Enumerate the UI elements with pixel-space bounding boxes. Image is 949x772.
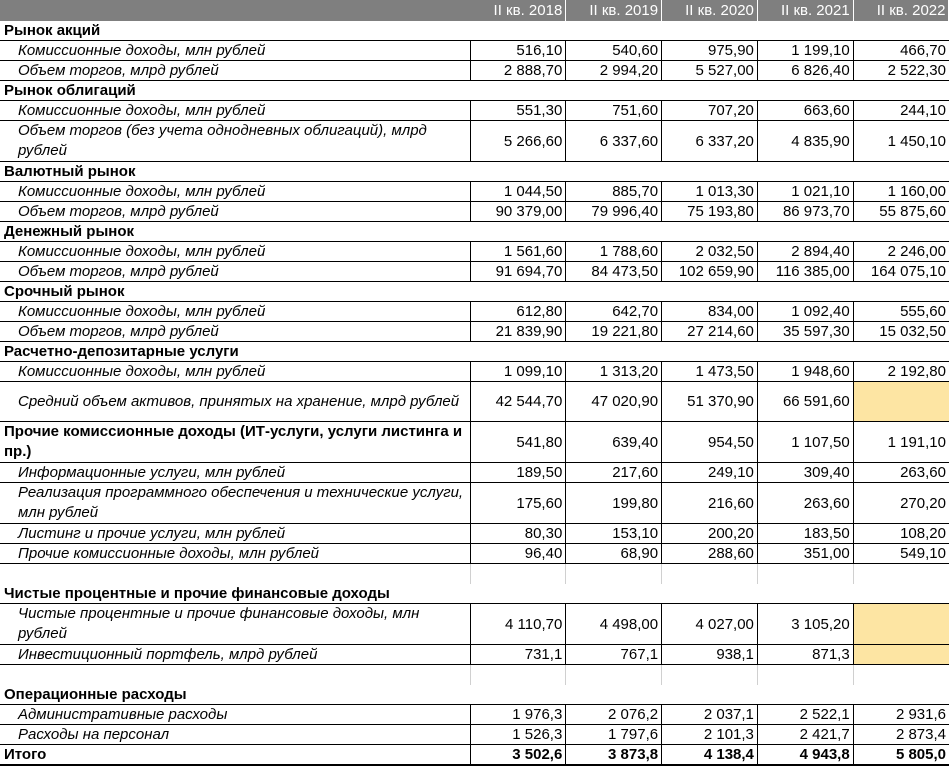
value-cell: 751,60 (566, 101, 662, 121)
section-row (0, 222, 949, 242)
table-row (0, 101, 949, 121)
value-cell: 84 473,50 (566, 262, 662, 282)
value-cell: 1 092,40 (757, 302, 853, 322)
row-label: Комиссионные доходы, млн рублей (0, 41, 470, 61)
section-row (0, 685, 949, 705)
value-cell: 3 502,6 (470, 745, 566, 766)
table-row (0, 302, 949, 322)
value-cell: 309,40 (757, 463, 853, 483)
row-label: Комиссионные доходы, млн рублей (0, 101, 470, 121)
section-title: Расчетно-депозитарные услуги (0, 342, 949, 362)
section-row (0, 342, 949, 362)
value-cell: 4 835,90 (757, 121, 853, 162)
value-cell: 5 805,0 (853, 745, 949, 766)
row-label: Комиссионные доходы, млн рублей (0, 362, 470, 382)
value-cell: 1 044,50 (470, 182, 566, 202)
value-cell: 975,90 (662, 41, 758, 61)
value-cell: 2 873,4 (853, 725, 949, 745)
table-row (0, 422, 949, 463)
value-cell: 5 527,00 (662, 61, 758, 81)
row-label: Объем торгов, млрд рублей (0, 61, 470, 81)
value-cell: 68,90 (566, 544, 662, 564)
section-row (0, 81, 949, 101)
value-cell: 549,10 (853, 544, 949, 564)
row-label: Комиссионные доходы, млн рублей (0, 302, 470, 322)
value-cell: 1 450,10 (853, 121, 949, 162)
value-cell: 4 498,00 (566, 604, 662, 645)
value-cell: 15 032,50 (853, 322, 949, 342)
value-cell: 663,60 (757, 101, 853, 121)
value-cell: 249,10 (662, 463, 758, 483)
table-row (0, 705, 949, 725)
value-cell: 2 037,1 (662, 705, 758, 725)
spacer-cell (853, 665, 949, 686)
value-cell: 1 976,3 (470, 705, 566, 725)
value-cell: 200,20 (662, 524, 758, 544)
value-cell: 199,80 (566, 483, 662, 524)
header-blank-cell (0, 0, 470, 21)
section-title: Рынок облигаций (0, 81, 949, 101)
value-cell: 4 138,4 (662, 745, 758, 766)
table-row (0, 483, 949, 524)
section-title: Рынок акций (0, 21, 949, 41)
row-label: Административные расходы (0, 705, 470, 725)
value-cell: 1 191,10 (853, 422, 949, 463)
spacer-cell (470, 665, 566, 686)
table-row (0, 41, 949, 61)
value-cell: 1 313,20 (566, 362, 662, 382)
value-cell: 2 888,70 (470, 61, 566, 81)
section-row (0, 162, 949, 182)
spacer-cell (757, 665, 853, 686)
value-cell: 102 659,90 (662, 262, 758, 282)
value-cell: 164 075,10 (853, 262, 949, 282)
value-cell: 639,40 (566, 422, 662, 463)
value-cell: 1 797,6 (566, 725, 662, 745)
value-cell: 2 522,1 (757, 705, 853, 725)
section-row (0, 282, 949, 302)
value-cell: 541,80 (470, 422, 566, 463)
value-cell: 885,70 (566, 182, 662, 202)
value-cell: 35 597,30 (757, 322, 853, 342)
value-cell (853, 645, 949, 665)
row-label: Объем торгов, млрд рублей (0, 262, 470, 282)
value-cell: 2 522,30 (853, 61, 949, 81)
value-cell: 116 385,00 (757, 262, 853, 282)
spacer-cell (853, 564, 949, 585)
spacer-cell (757, 564, 853, 585)
column-header: II кв. 2021 (757, 0, 853, 21)
column-header: II кв. 2019 (566, 0, 662, 21)
value-cell: 90 379,00 (470, 202, 566, 222)
value-cell: 707,20 (662, 101, 758, 121)
column-header: II кв. 2020 (662, 0, 758, 21)
value-cell: 612,80 (470, 302, 566, 322)
section-row (0, 584, 949, 604)
table-row (0, 524, 949, 544)
spacer-cell (566, 665, 662, 686)
row-label: Прочие комиссионные доходы, млн рублей (0, 544, 470, 564)
table-row (0, 382, 949, 422)
value-cell: 2 894,40 (757, 242, 853, 262)
value-cell: 216,60 (662, 483, 758, 524)
row-label: Объем торгов (без учета однодневных облигаций), млрд рублей (0, 121, 470, 162)
value-cell: 66 591,60 (757, 382, 853, 422)
table-row (0, 202, 949, 222)
value-cell: 288,60 (662, 544, 758, 564)
value-cell: 189,50 (470, 463, 566, 483)
total-row (0, 745, 949, 766)
value-cell: 466,70 (853, 41, 949, 61)
value-cell: 767,1 (566, 645, 662, 665)
value-cell: 3 873,8 (566, 745, 662, 766)
spacer-cell (662, 564, 758, 585)
value-cell: 731,1 (470, 645, 566, 665)
table-row (0, 645, 949, 665)
value-cell: 27 214,60 (662, 322, 758, 342)
value-cell: 2 931,6 (853, 705, 949, 725)
value-cell: 91 694,70 (470, 262, 566, 282)
table-row (0, 322, 949, 342)
value-cell: 75 193,80 (662, 202, 758, 222)
table-row (0, 61, 949, 81)
spacer-cell (0, 665, 470, 686)
spacer-cell (470, 564, 566, 585)
value-cell: 217,60 (566, 463, 662, 483)
value-cell: 1 013,30 (662, 182, 758, 202)
column-header: II кв. 2022 (853, 0, 949, 21)
value-cell: 270,20 (853, 483, 949, 524)
value-cell: 244,10 (853, 101, 949, 121)
value-cell: 2 192,80 (853, 362, 949, 382)
value-cell: 2 246,00 (853, 242, 949, 262)
value-cell: 1 107,50 (757, 422, 853, 463)
row-label: Объем торгов, млрд рублей (0, 322, 470, 342)
value-cell: 183,50 (757, 524, 853, 544)
table-row (0, 182, 949, 202)
spacer-row (0, 564, 949, 585)
row-label: Комиссионные доходы, млн рублей (0, 182, 470, 202)
table-row (0, 262, 949, 282)
value-cell: 263,60 (853, 463, 949, 483)
table-row (0, 463, 949, 483)
table-row (0, 725, 949, 745)
value-cell: 2 076,2 (566, 705, 662, 725)
section-title: Денежный рынок (0, 222, 949, 242)
table-row (0, 362, 949, 382)
value-cell: 871,3 (757, 645, 853, 665)
value-cell: 55 875,60 (853, 202, 949, 222)
value-cell: 1 099,10 (470, 362, 566, 382)
value-cell: 4 027,00 (662, 604, 758, 645)
value-cell: 79 996,40 (566, 202, 662, 222)
spacer-cell (0, 564, 470, 585)
value-cell: 938,1 (662, 645, 758, 665)
value-cell (853, 604, 949, 645)
value-cell: 1 561,60 (470, 242, 566, 262)
value-cell: 351,00 (757, 544, 853, 564)
value-cell: 516,10 (470, 41, 566, 61)
value-cell: 954,50 (662, 422, 758, 463)
value-cell: 1 948,60 (757, 362, 853, 382)
value-cell: 21 839,90 (470, 322, 566, 342)
row-label: Средний объем активов, принятых на хранение, млрд рублей (0, 382, 470, 422)
value-cell: 540,60 (566, 41, 662, 61)
section-title: Чистые процентные и прочие финансовые доходы (0, 584, 949, 604)
header-row (0, 0, 949, 21)
row-label: Расходы на персонал (0, 725, 470, 745)
value-cell: 1 788,60 (566, 242, 662, 262)
table-row (0, 544, 949, 564)
spacer-cell (566, 564, 662, 585)
value-cell: 3 105,20 (757, 604, 853, 645)
row-label: Информационные услуги, млн рублей (0, 463, 470, 483)
value-cell: 1 526,3 (470, 725, 566, 745)
value-cell: 4 110,70 (470, 604, 566, 645)
row-label: Итого (0, 745, 470, 766)
section-row (0, 21, 949, 41)
value-cell: 551,30 (470, 101, 566, 121)
value-cell: 5 266,60 (470, 121, 566, 162)
section-title: Срочный рынок (0, 282, 949, 302)
value-cell: 555,60 (853, 302, 949, 322)
value-cell: 1 473,50 (662, 362, 758, 382)
row-label: Комиссионные доходы, млн рублей (0, 242, 470, 262)
value-cell: 6 826,40 (757, 61, 853, 81)
table-row (0, 604, 949, 645)
value-cell: 108,20 (853, 524, 949, 544)
row-label: Объем торгов, млрд рублей (0, 202, 470, 222)
row-label: Прочие комиссионные доходы (ИТ-услуги, услуги листинга и пр.) (0, 422, 470, 463)
value-cell: 2 994,20 (566, 61, 662, 81)
value-cell: 51 370,90 (662, 382, 758, 422)
value-cell: 263,60 (757, 483, 853, 524)
value-cell: 1 199,10 (757, 41, 853, 61)
value-cell: 47 020,90 (566, 382, 662, 422)
value-cell: 6 337,20 (662, 121, 758, 162)
value-cell: 86 973,70 (757, 202, 853, 222)
value-cell: 834,00 (662, 302, 758, 322)
section-title: Операционные расходы (0, 685, 949, 705)
value-cell: 96,40 (470, 544, 566, 564)
value-cell: 175,60 (470, 483, 566, 524)
value-cell (853, 382, 949, 422)
value-cell: 2 421,7 (757, 725, 853, 745)
value-cell: 4 943,8 (757, 745, 853, 766)
value-cell: 80,30 (470, 524, 566, 544)
table-body (0, 21, 949, 765)
row-label: Листинг и прочие услуги, млн рублей (0, 524, 470, 544)
column-header: II кв. 2018 (470, 0, 566, 21)
spacer-cell (662, 665, 758, 686)
section-title: Валютный рынок (0, 162, 949, 182)
value-cell: 2 101,3 (662, 725, 758, 745)
value-cell: 19 221,80 (566, 322, 662, 342)
value-cell: 153,10 (566, 524, 662, 544)
value-cell: 2 032,50 (662, 242, 758, 262)
table-row (0, 121, 949, 162)
value-cell: 6 337,60 (566, 121, 662, 162)
row-label: Инвестиционный портфель, млрд рублей (0, 645, 470, 665)
value-cell: 1 021,10 (757, 182, 853, 202)
row-label: Чистые процентные и прочие финансовые доходы, млн рублей (0, 604, 470, 645)
table-row (0, 242, 949, 262)
value-cell: 1 160,00 (853, 182, 949, 202)
row-label: Реализация программного обеспечения и технические услуги, млн рублей (0, 483, 470, 524)
value-cell: 642,70 (566, 302, 662, 322)
spacer-row (0, 665, 949, 686)
value-cell: 42 544,70 (470, 382, 566, 422)
